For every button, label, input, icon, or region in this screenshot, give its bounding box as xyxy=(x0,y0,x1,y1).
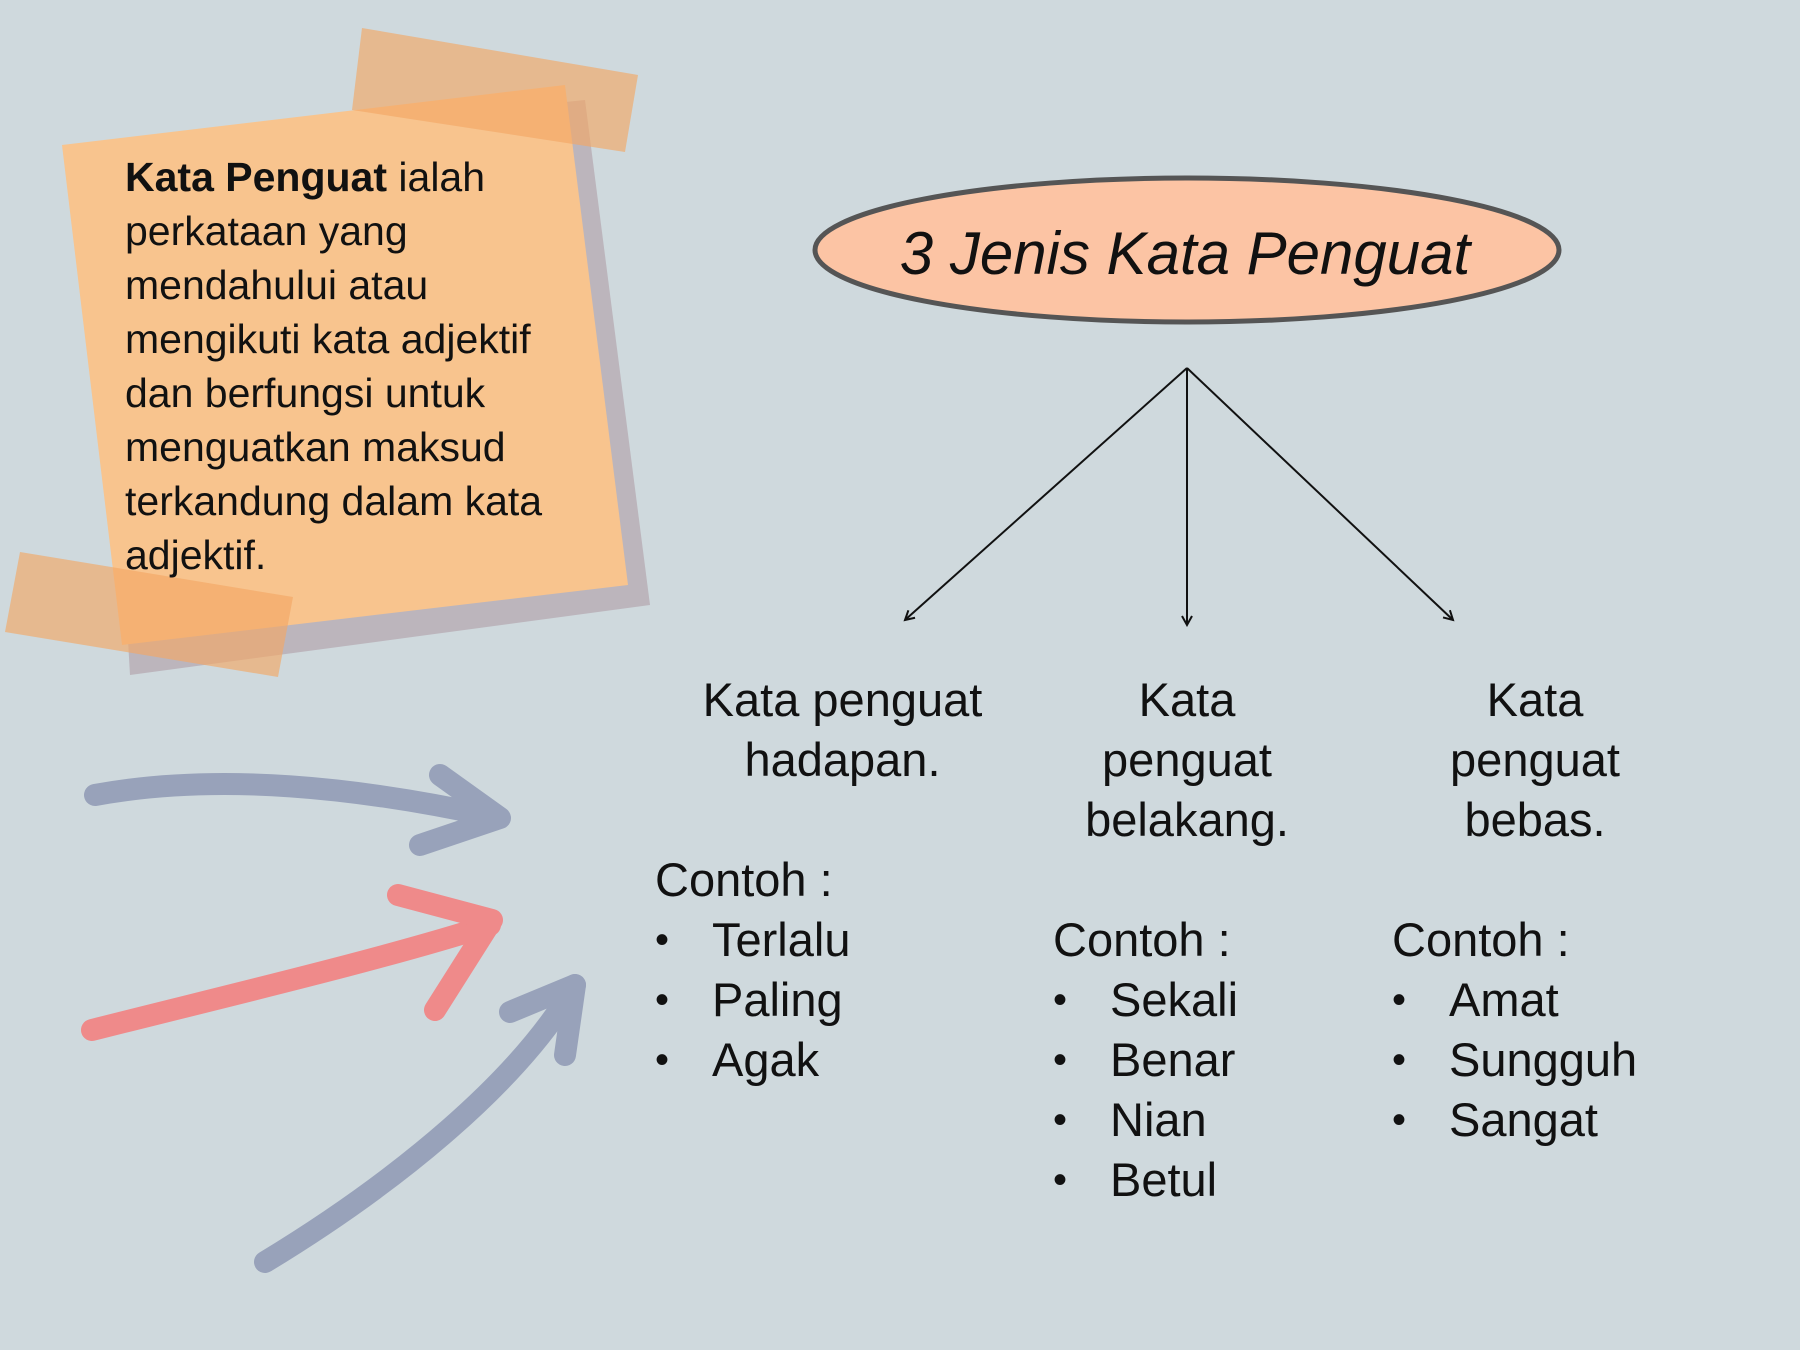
examples-hadapan xyxy=(655,850,985,1090)
bullet-icon: • xyxy=(655,918,670,962)
definition-note xyxy=(125,150,595,610)
example-list xyxy=(1053,970,1333,1210)
arrow-right xyxy=(1187,368,1453,620)
examples-label: Contoh : xyxy=(655,853,833,906)
brush-arrow-bottom-icon xyxy=(265,985,575,1262)
bullet-icon: • xyxy=(1053,1158,1068,1202)
examples-label: Contoh : xyxy=(1053,913,1231,966)
list-item: • Nian xyxy=(1053,1090,1333,1150)
example-list xyxy=(655,910,985,1090)
diagram-title: 3 Jenis Kata Penguat xyxy=(899,219,1471,287)
examples-belakang xyxy=(1053,910,1333,1210)
brush-arrow-top-icon xyxy=(95,775,500,845)
bullet-icon: • xyxy=(1392,978,1407,1022)
list-item: • Sekali xyxy=(1053,970,1333,1030)
bullet-icon: • xyxy=(1053,978,1068,1022)
list-item: • Amat xyxy=(1392,970,1722,1030)
column-title-hadapan: Kata penguat hadapan. xyxy=(702,673,983,786)
brush-arrow-middle-icon xyxy=(92,895,492,1030)
list-item: • Agak xyxy=(655,1030,985,1090)
arrow-left xyxy=(905,368,1187,620)
bullet-icon: • xyxy=(1392,1098,1407,1142)
bullet-icon: • xyxy=(1053,1098,1068,1142)
column-title-belakang: Kata penguat belakang. xyxy=(1085,673,1289,846)
definition-term: Kata Penguat xyxy=(125,154,387,200)
list-item: • Betul xyxy=(1053,1150,1333,1210)
example-list xyxy=(1392,970,1722,1150)
list-item: • Sungguh xyxy=(1392,1030,1722,1090)
list-item: • Benar xyxy=(1053,1030,1333,1090)
bullet-icon: • xyxy=(1053,1038,1068,1082)
definition-text: ialah perkataan yang mendahului atau mengikuti kata adjektif dan berfungsi untuk menguatkan maksud terkandung dalam kata adjektif. xyxy=(125,154,543,578)
bullet-icon: • xyxy=(655,978,670,1022)
column-title-bebas: Kata penguat bebas. xyxy=(1450,673,1620,846)
examples-label: Contoh : xyxy=(1392,913,1570,966)
bullet-icon: • xyxy=(1392,1038,1407,1082)
bullet-icon: • xyxy=(655,1038,670,1082)
list-item: • Paling xyxy=(655,970,985,1030)
examples-bebas xyxy=(1392,910,1722,1150)
list-item: • Terlalu xyxy=(655,910,985,970)
list-item: • Sangat xyxy=(1392,1090,1722,1150)
